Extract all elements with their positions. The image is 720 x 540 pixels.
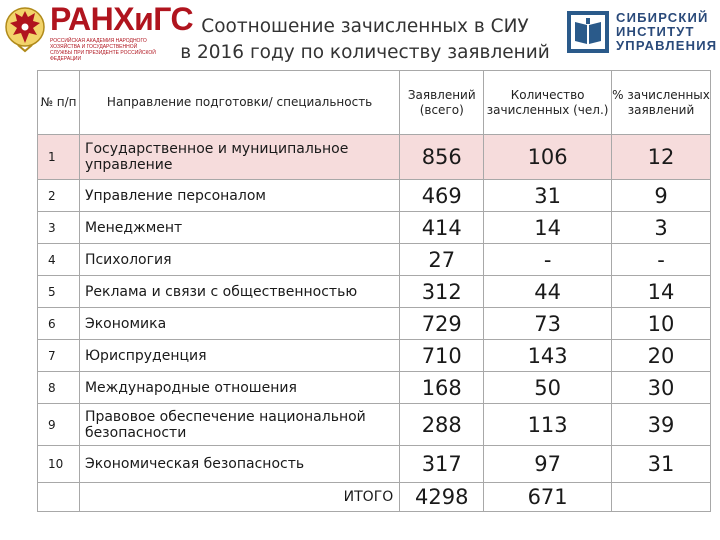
table-row [38, 308, 711, 340]
table-row [38, 244, 711, 276]
table-row [38, 212, 711, 244]
row-program-name: Экономическая безопасность [79, 446, 399, 483]
table-row [38, 180, 711, 212]
total-enrolled: 671 [484, 483, 612, 512]
row-enrolled: 31 [484, 180, 612, 212]
row-enrolled: 73 [484, 308, 612, 340]
double-headed-eagle-emblem-icon [4, 3, 46, 53]
table-row [38, 276, 711, 308]
table-row [38, 135, 711, 180]
row-percent: 9 [612, 180, 711, 212]
row-enrolled: 44 [484, 276, 612, 308]
siu-logo [566, 10, 716, 56]
siu-book-icon [566, 10, 610, 54]
header-num: № п/п [38, 71, 80, 135]
row-percent: 39 [612, 404, 711, 446]
row-percent: 12 [612, 135, 711, 180]
row-applications: 710 [400, 340, 484, 372]
ranepa-brand-subtitle: РОССИЙСКАЯ АКАДЕМИЯ НАРОДНОГО ХОЗЯЙСТВА И ГОСУДАРСТВЕННОЙ СЛУЖБЫ ПРИ ПРЕЗИДЕНТЕ РОССИЙСКОЙ ФЕДЕРАЦИИ [50, 38, 156, 62]
ranepa-brand-name: РАНХиГС [50, 1, 194, 37]
header-name: Направление подготовки/ специальность [79, 71, 399, 135]
row-enrolled: 97 [484, 446, 612, 483]
row-percent: 20 [612, 340, 711, 372]
title-line-2: в 2016 году по количеству заявлений [180, 42, 550, 63]
table-row [38, 446, 711, 483]
row-enrolled: 14 [484, 212, 612, 244]
page-title [165, 14, 565, 66]
row-number: 10 [38, 446, 80, 483]
row-number: 6 [38, 308, 80, 340]
total-row [38, 483, 711, 512]
row-applications: 168 [400, 372, 484, 404]
row-number: 8 [38, 372, 80, 404]
total-num-cell [38, 483, 80, 512]
table-header-row [38, 71, 711, 135]
table-row [38, 372, 711, 404]
row-program-name: Международные отношения [79, 372, 399, 404]
row-number: 4 [38, 244, 80, 276]
header-enrolled: Количество зачисленных (чел.) [484, 71, 612, 135]
row-percent: - [612, 244, 711, 276]
row-percent: 31 [612, 446, 711, 483]
table-row [38, 404, 711, 446]
row-applications: 312 [400, 276, 484, 308]
row-percent: 3 [612, 212, 711, 244]
row-percent: 14 [612, 276, 711, 308]
total-applications: 4298 [400, 483, 484, 512]
row-number: 7 [38, 340, 80, 372]
row-number: 2 [38, 180, 80, 212]
row-program-name: Менеджмент [79, 212, 399, 244]
row-enrolled: 143 [484, 340, 612, 372]
row-percent: 10 [612, 308, 711, 340]
row-applications: 469 [400, 180, 484, 212]
row-number: 3 [38, 212, 80, 244]
row-program-name: Экономика [79, 308, 399, 340]
row-number: 1 [38, 135, 80, 180]
row-program-name: Психология [79, 244, 399, 276]
row-applications: 27 [400, 244, 484, 276]
row-applications: 729 [400, 308, 484, 340]
ranepa-logo [0, 0, 194, 62]
header-percent: % зачисленных заявлений [612, 71, 711, 135]
siu-logo-text: СИБИРСКИЙ ИНСТИТУТ УПРАВЛЕНИЯ [616, 10, 718, 53]
row-percent: 30 [612, 372, 711, 404]
row-enrolled: - [484, 244, 612, 276]
row-enrolled: 113 [484, 404, 612, 446]
row-program-name: Правовое обеспечение национальной безопасности [79, 404, 399, 446]
row-program-name: Реклама и связи с общественностью [79, 276, 399, 308]
row-applications: 317 [400, 446, 484, 483]
row-applications: 856 [400, 135, 484, 180]
row-program-name: Государственное и муниципальное управление [79, 135, 399, 180]
row-number: 9 [38, 404, 80, 446]
table-row [38, 340, 711, 372]
title-line-1: Соотношение зачисленных в СИУ [201, 16, 529, 37]
enrollment-table [37, 70, 711, 512]
row-applications: 288 [400, 404, 484, 446]
row-program-name: Юриспруденция [79, 340, 399, 372]
row-enrolled: 106 [484, 135, 612, 180]
total-label: ИТОГО [79, 483, 399, 512]
row-number: 5 [38, 276, 80, 308]
row-program-name: Управление персоналом [79, 180, 399, 212]
row-enrolled: 50 [484, 372, 612, 404]
header-applications: Заявлений (всего) [400, 71, 484, 135]
total-percent [612, 483, 711, 512]
row-applications: 414 [400, 212, 484, 244]
